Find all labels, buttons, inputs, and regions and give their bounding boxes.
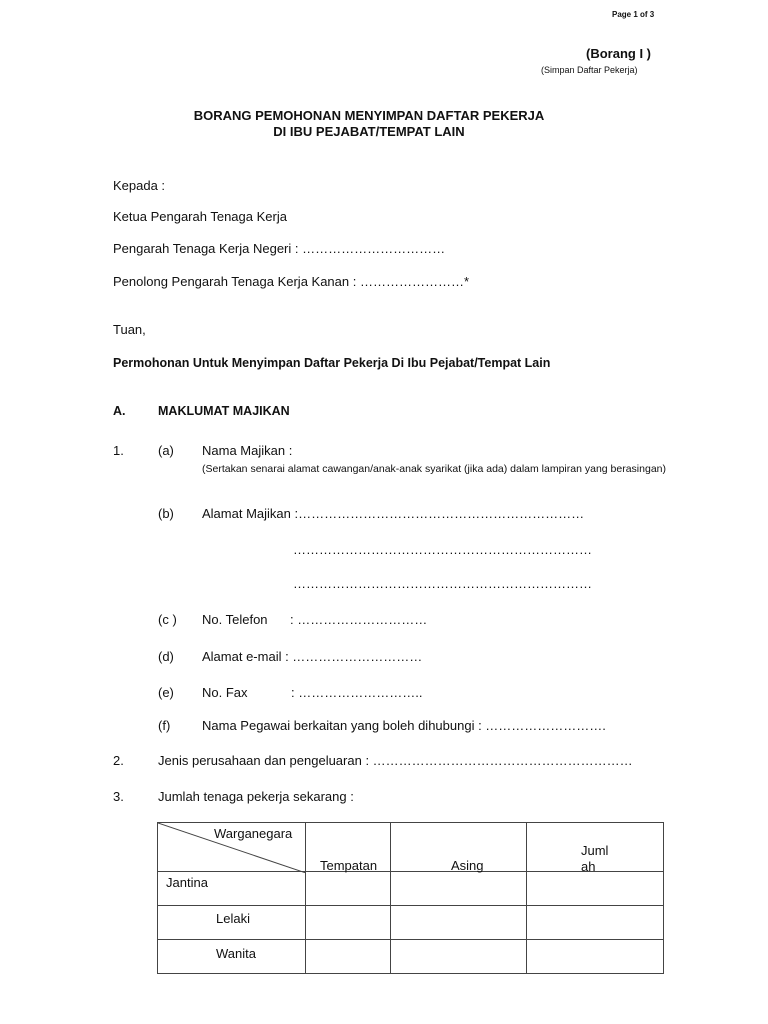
table-row-jantina — [158, 872, 664, 906]
jantina-asing-cell[interactable] — [391, 872, 527, 906]
jantina-header: Jantina — [166, 875, 208, 890]
lelaki-label-cell — [158, 906, 306, 940]
jumlah-header-part2: ah — [581, 859, 596, 874]
nama-majikan-label: Nama Majikan : — [202, 443, 293, 458]
no-telefon-field[interactable]: : ………………………… — [290, 612, 428, 627]
item-1d-label: (d) — [158, 649, 174, 664]
section-a-heading: MAKLUMAT MAJIKAN — [158, 404, 290, 418]
warganegara-header: Warganegara — [214, 826, 293, 841]
item-3-number: 3. — [113, 789, 124, 804]
nama-majikan-note: (Sertakan senarai alamat cawangan/anak-anak syarikat (jika ada) dalam lampiran yang berasingan) — [202, 463, 666, 475]
alamat-email-field[interactable]: Alamat e-mail : ………………………… — [202, 649, 423, 664]
alamat-majikan-line3[interactable]: …………………………………………………………… — [293, 576, 592, 591]
wanita-label: Wanita — [216, 946, 256, 961]
jenis-perusahaan-field[interactable]: Jenis perusahaan dan pengeluaran : …………………………………………………… — [158, 753, 633, 768]
address-line-negeri: Pengarah Tenaga Kerja Negeri : …………………………… — [113, 241, 446, 256]
address-line-kanan: Penolong Pengarah Tenaga Kerja Kanan : ……………………* — [113, 274, 470, 289]
lelaki-tempatan-cell[interactable] — [306, 906, 391, 940]
form-subtitle: (Simpan Daftar Pekerja) — [541, 65, 638, 75]
lelaki-asing-cell[interactable] — [391, 906, 527, 940]
table-header-row — [158, 823, 664, 872]
section-a-letter: A. — [113, 404, 126, 418]
item-1e-label: (e) — [158, 685, 174, 700]
form-title-line2: DI IBU PEJABAT/TEMPAT LAIN — [273, 124, 465, 139]
table-corner-cell — [158, 823, 306, 872]
tempatan-header-cell — [306, 823, 391, 872]
workforce-table — [157, 822, 664, 974]
item-1b-label: (b) — [158, 506, 174, 521]
kepada-label: Kepada : — [113, 178, 166, 193]
asing-header: Asing — [451, 858, 484, 873]
jantina-label-cell — [158, 872, 306, 906]
jumlah-header-part1: Juml — [581, 843, 609, 858]
address-line-ketua: Ketua Pengarah Tenaga Kerja — [113, 209, 287, 224]
wanita-asing-cell[interactable] — [391, 940, 527, 974]
jumlah-header-cell — [527, 823, 664, 872]
no-fax-field[interactable]: : ……………………….. — [291, 685, 423, 700]
salutation: Tuan, — [113, 322, 146, 337]
alamat-majikan-field[interactable]: Alamat Majikan :………………………………………………………… — [202, 506, 585, 521]
page-indicator: Page 1 of 3 — [612, 10, 655, 19]
nama-pegawai-field[interactable]: Nama Pegawai berkaitan yang boleh dihubungi : ………………………. — [202, 718, 606, 733]
no-telefon-label: No. Telefon — [202, 612, 268, 627]
asing-header-cell — [391, 823, 527, 872]
form-title-line1: BORANG PEMOHONAN MENYIMPAN DAFTAR PEKERJA — [193, 108, 545, 123]
item-1f-label: (f) — [158, 718, 171, 733]
table-row-wanita — [158, 940, 664, 974]
wanita-jumlah-cell[interactable] — [527, 940, 664, 974]
no-fax-label: No. Fax — [202, 685, 248, 700]
wanita-tempatan-cell[interactable] — [306, 940, 391, 974]
lelaki-label: Lelaki — [216, 911, 250, 926]
lelaki-jumlah-cell[interactable] — [527, 906, 664, 940]
subject-line: Permohonan Untuk Menyimpan Daftar Pekerja Di Ibu Pejabat/Tempat Lain — [113, 356, 551, 370]
form-code: (Borang I ) — [586, 46, 651, 61]
item-2-number: 2. — [113, 753, 124, 768]
jantina-tempatan-cell[interactable] — [306, 872, 391, 906]
item-1c-label: (c ) — [158, 612, 177, 627]
alamat-majikan-line2[interactable]: …………………………………………………………… — [293, 542, 592, 557]
table-row-lelaki — [158, 906, 664, 940]
jumlah-pekerja-label: Jumlah tenaga pekerja sekarang : — [158, 789, 354, 804]
item-1-number: 1. — [113, 443, 124, 458]
wanita-label-cell — [158, 940, 306, 974]
item-1a-label: (a) — [158, 443, 174, 458]
tempatan-header: Tempatan — [320, 858, 378, 873]
jantina-jumlah-cell[interactable] — [527, 872, 664, 906]
